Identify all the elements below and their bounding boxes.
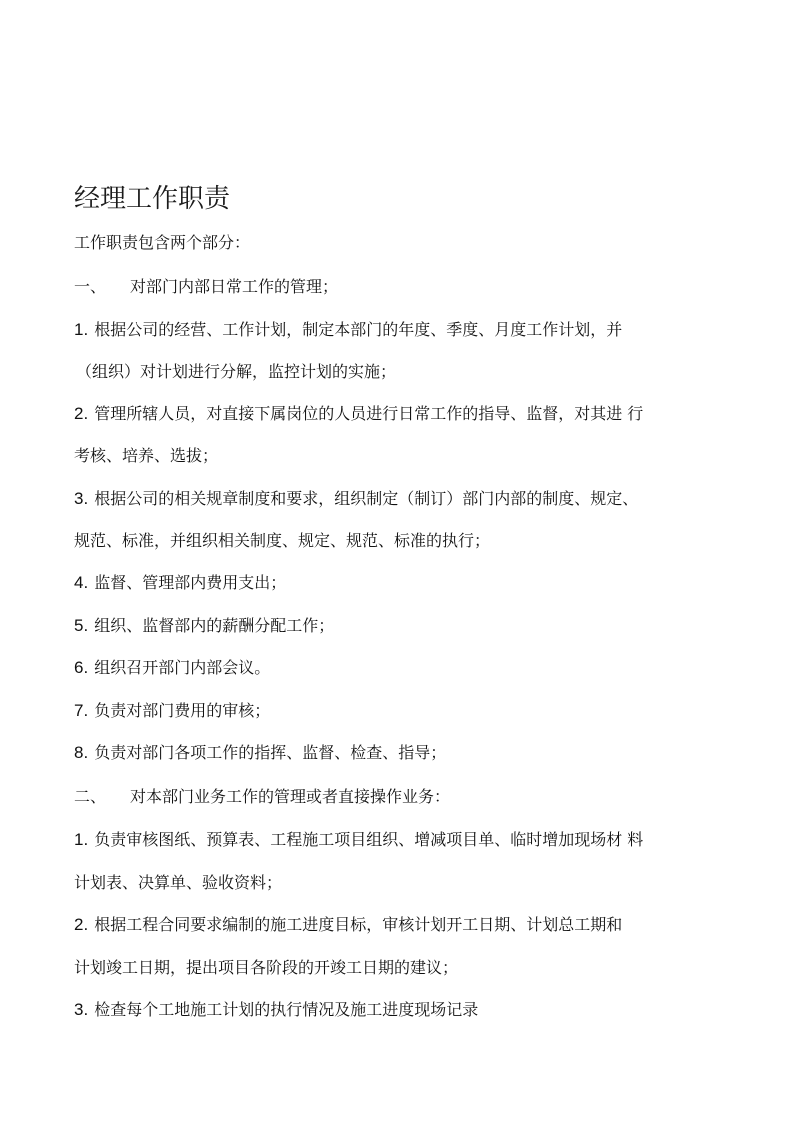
item-text: 根据公司的相关规章制度和要求，组织制定（制订）部门内部的制度、规定、: [94, 489, 639, 508]
section-1-heading: [74, 275, 338, 299]
item-number: 1.: [74, 830, 89, 849]
item-number: 4.: [74, 573, 89, 592]
item-number: 6.: [74, 658, 89, 677]
item-text: 监督、管理部内费用支出；: [94, 573, 287, 592]
section-1-heading-text: 对部门内部日常工作的管理；: [130, 277, 339, 296]
item-number: 2.: [74, 404, 89, 423]
item-number: 7.: [74, 701, 89, 720]
item-number: 1.: [74, 320, 89, 339]
section-2-heading-text: 对本部门业务工作的管理或者直接操作业务：: [130, 787, 451, 806]
section-1-number: 一、: [74, 277, 107, 296]
item-number: 2.: [74, 915, 89, 934]
item-text: 组织、监督部内的薪酬分配工作；: [94, 616, 335, 635]
section-2-number: 二、: [74, 787, 107, 806]
item-text: 管理所辖人员，对直接下属岗位的人员进行日常工作的指导、监督，对其进 行: [94, 404, 644, 423]
list-item: [74, 699, 270, 723]
item-text: 负责对部门各项工作的指挥、监督、检查、指导；: [94, 743, 447, 762]
list-item: [74, 998, 478, 1022]
item-text: 负责对部门费用的审核；: [94, 701, 271, 720]
list-item: [74, 402, 643, 426]
section-2-heading: [74, 785, 450, 809]
item-text: 根据公司的经营、工作计划，制定本部门的年度、季度、月度工作计划，并: [94, 320, 623, 339]
item-number: 5.: [74, 616, 89, 635]
item-number: 3.: [74, 1000, 89, 1019]
item-number: 3.: [74, 489, 89, 508]
document-title: 经理工作职责: [74, 184, 231, 214]
item-text: 检查每个工地施工计划的执行情况及施工进度现场记录: [94, 1000, 479, 1019]
list-item: [74, 487, 638, 511]
intro-text: 工作职责包含两个部分：: [74, 233, 251, 252]
list-item-continuation: 考核、培养、选拔；: [74, 446, 219, 465]
item-text: 组织召开部门内部会议。: [94, 658, 271, 677]
list-item: [74, 614, 334, 638]
list-item: [74, 741, 446, 765]
list-item: [74, 318, 622, 342]
list-item-continuation: （组织）对计划进行分解，监控计划的实施；: [76, 362, 397, 381]
list-item-continuation: 规范、标准，并组织相关制度、规定、规范、标准的执行；: [74, 531, 491, 550]
item-text: 根据工程合同要求编制的施工进度目标，审核计划开工日期、计划总工期和: [94, 915, 623, 934]
list-item-continuation: 计划表、决算单、验收资料；: [74, 873, 283, 892]
list-item-continuation: 计划竣工日期，提出项目各阶段的开竣工日期的建议；: [74, 958, 459, 977]
list-item: [74, 656, 270, 680]
list-item: [74, 571, 286, 595]
item-text: 负责审核图纸、预算表、工程施工项目组织、增减项目单、临时增加现场材 料: [94, 830, 644, 849]
item-number: 8.: [74, 743, 89, 762]
list-item: [74, 828, 643, 852]
list-item: [74, 913, 622, 937]
